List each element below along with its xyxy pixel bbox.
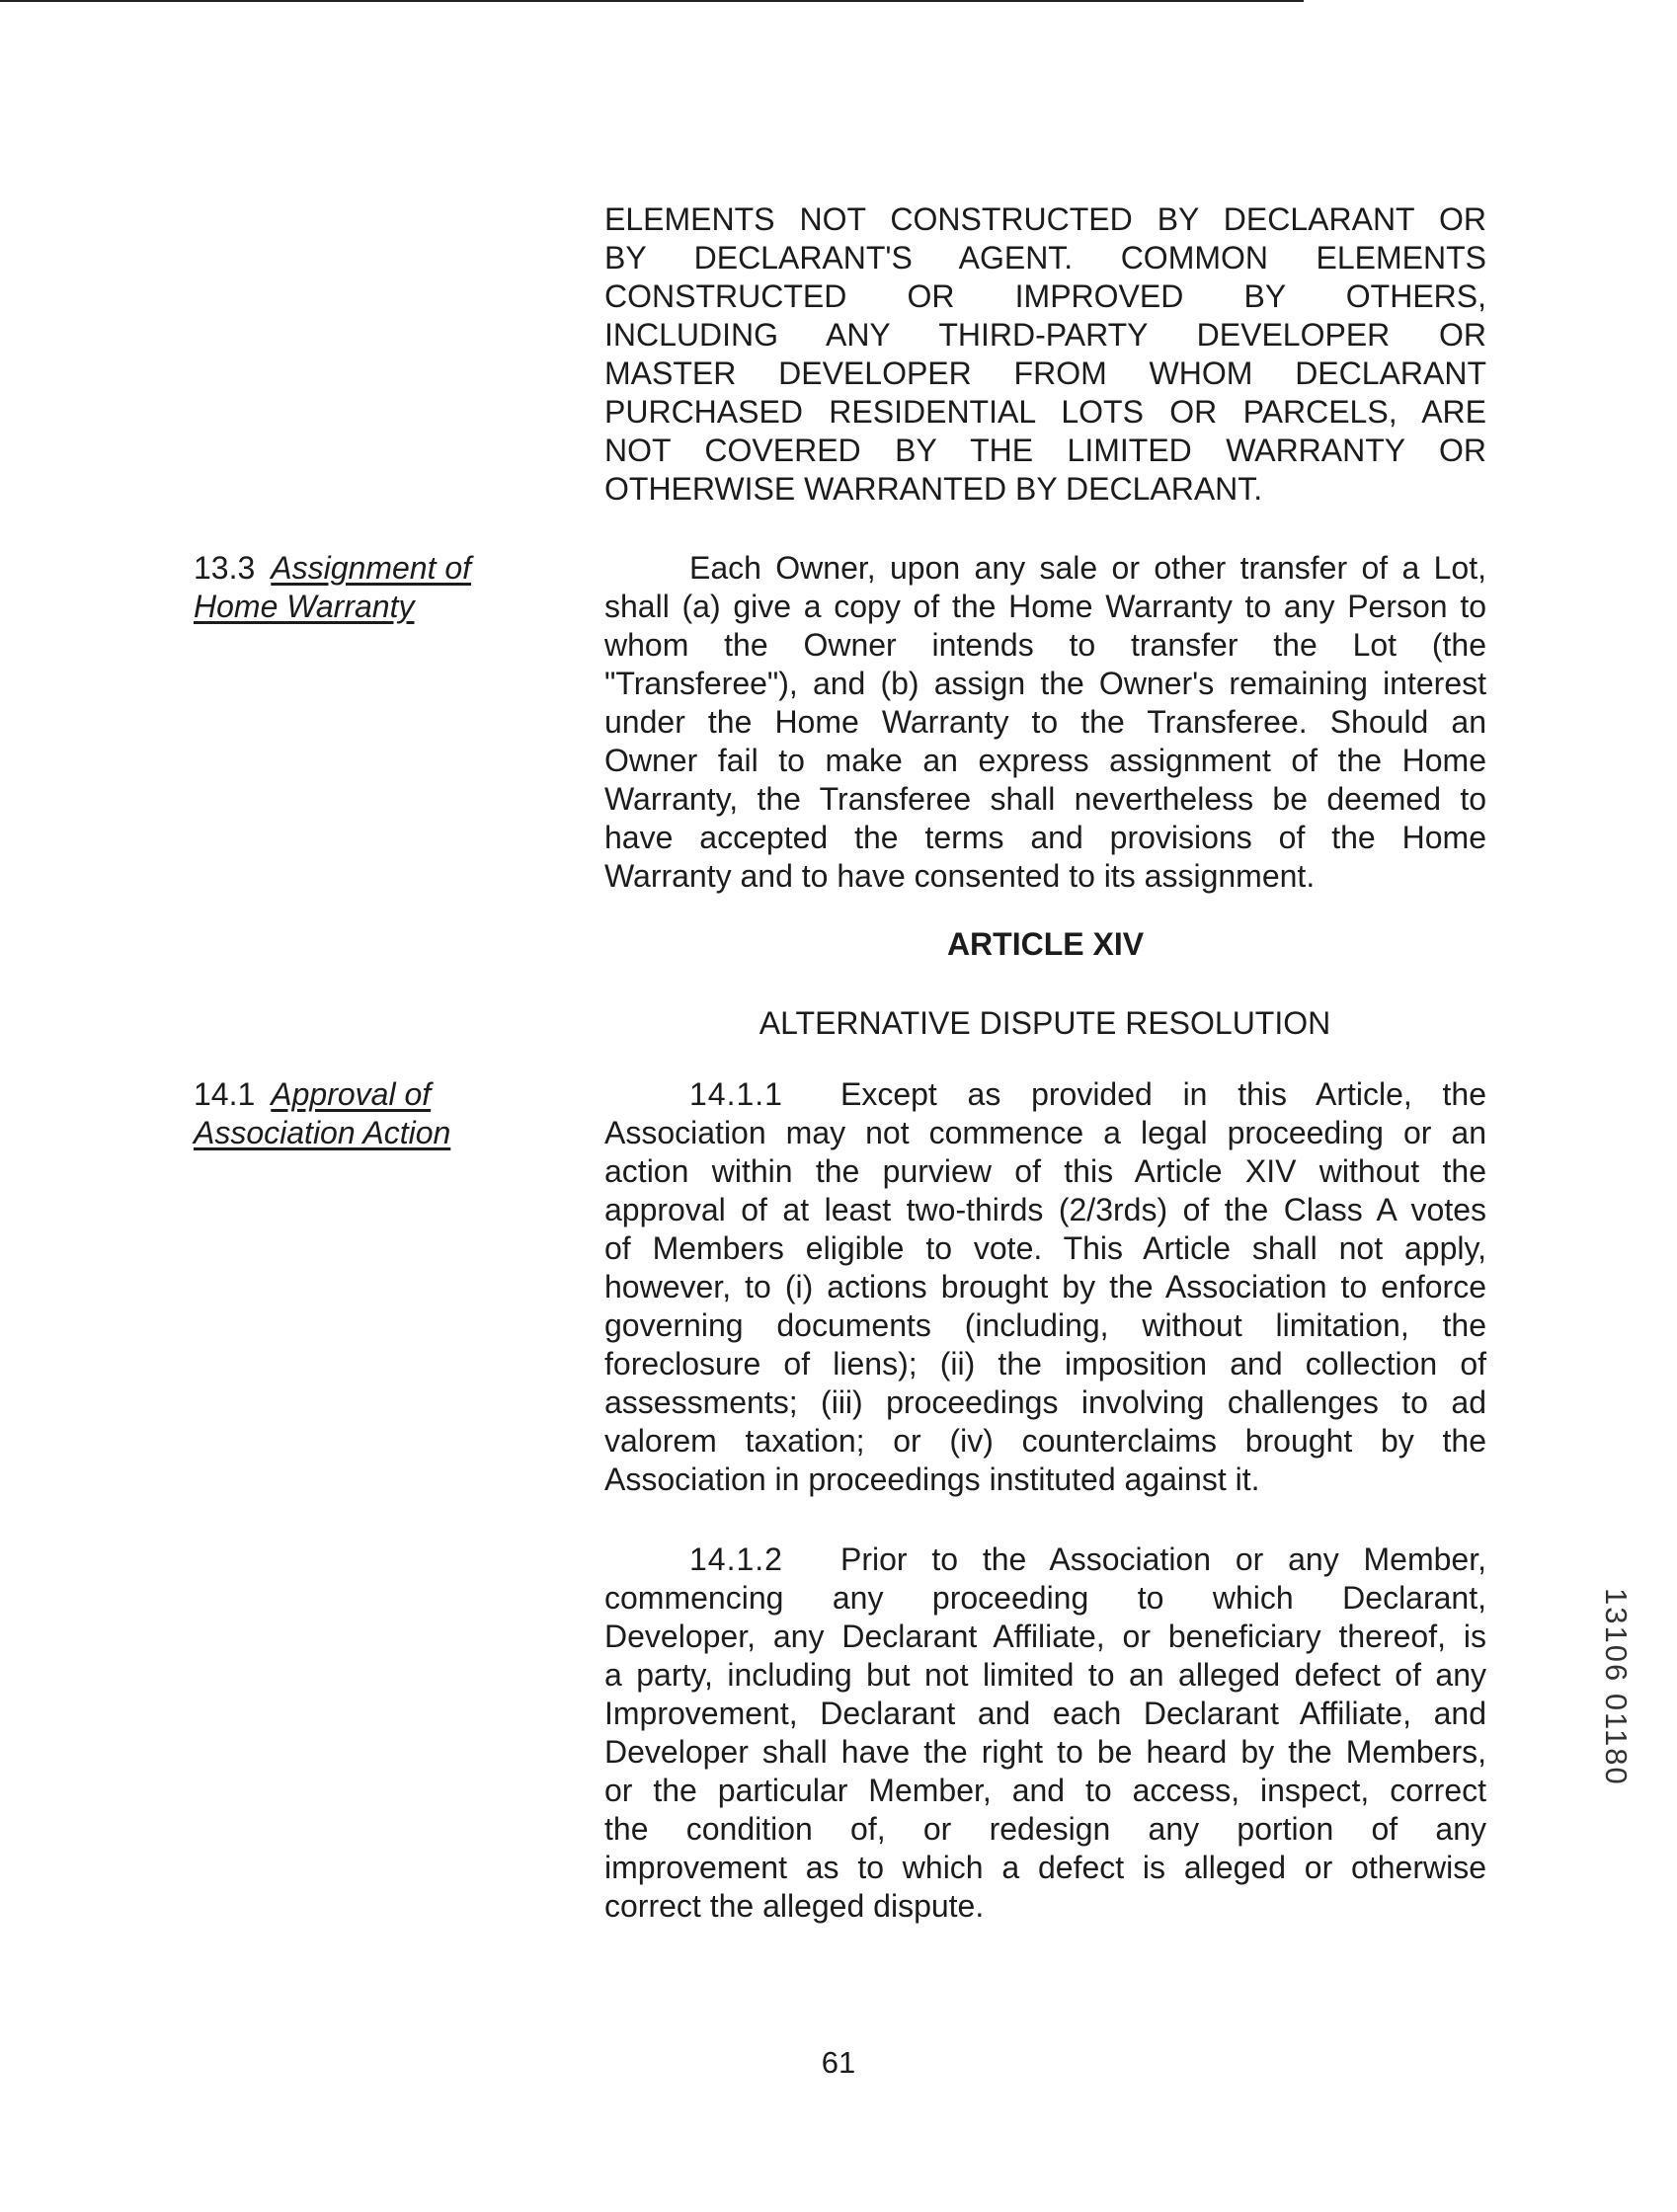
caps-line: ELEMENTS NOT CONSTRUCTED BY DECLARANT OR	[604, 201, 1486, 237]
body-line: shall (a) give a copy of the Home Warranty to any Person to	[604, 589, 1486, 624]
top-border-rule	[0, 0, 1304, 2]
body-line: assessments; (iii) proceedings involving challenges to ad	[604, 1384, 1486, 1420]
body-text: Prior to the Association or any Member,	[839, 1541, 1486, 1577]
section-13-3-body	[604, 549, 1486, 896]
body-line: improvement as to which a defect is alleged or otherwise	[604, 1850, 1486, 1885]
body-first-line	[604, 1075, 1486, 1114]
body-line: however, to (i) actions brought by the Association to enforce	[604, 1269, 1486, 1304]
caps-line: MASTER DEVELOPER FROM WHOM DECLARANT	[604, 356, 1486, 391]
body-line: commencing any proceeding to which Declarant,	[604, 1580, 1486, 1616]
subsection-number: 14.1.2	[689, 1541, 783, 1577]
body-line: whom the Owner intends to transfer the Lot (the	[604, 627, 1486, 663]
page-number: 61	[821, 2045, 856, 2080]
caps-line: INCLUDING ANY THIRD-PARTY DEVELOPER OR	[604, 317, 1486, 353]
caps-line: OTHERWISE WARRANTED BY DECLARANT.	[604, 471, 1263, 507]
body-line: "Transferee"), and (b) assign the Owner's remaining interest	[604, 666, 1486, 701]
body-line: valorem taxation; or (iv) counterclaims brought by the	[604, 1423, 1486, 1459]
body-line: under the Home Warranty to the Transferee. Should an	[604, 704, 1486, 740]
body-line: Each Owner, upon any sale or other transfer of a Lot,	[689, 550, 1486, 586]
caps-line: NOT COVERED BY THE LIMITED WARRANTY OR	[604, 433, 1486, 468]
body-line: governing documents (including, without limitation, the	[604, 1307, 1486, 1343]
body-line: Association in proceedings instituted against it.	[604, 1462, 1260, 1497]
section-14-1-heading	[194, 1075, 450, 1152]
caps-warranty-text	[604, 200, 1486, 509]
section-title: Association Action	[194, 1115, 451, 1150]
recording-stamp: 13106 01180	[1599, 1588, 1634, 1786]
body-line: Warranty and to have consented to its assignment.	[604, 858, 1316, 894]
section-14-1-2-body	[604, 1540, 1486, 1926]
article-title: ARTICLE XIV	[946, 926, 1145, 962]
section-title: Home Warranty	[194, 589, 415, 624]
caps-line: BY DECLARANT'S AGENT. COMMON ELEMENTS	[604, 240, 1486, 276]
body-line: Developer, any Declarant Affiliate, or beneficiary thereof, is	[604, 1619, 1486, 1654]
body-line: of Members eligible to vote. This Article shall not apply,	[604, 1230, 1486, 1266]
section-13-3-heading	[194, 549, 471, 626]
body-line: Owner fail to make an express assignment of the Home	[604, 743, 1486, 778]
body-line: or the particular Member, and to access, inspect, correct	[604, 1773, 1486, 1808]
body-line: approval of at least two-thirds (2/3rds) of the Class A votes	[604, 1192, 1486, 1227]
section-title: Assignment of	[271, 550, 472, 586]
subsection-number: 14.1.1	[689, 1076, 783, 1112]
body-line: Association may not commence a legal proceeding or an	[604, 1115, 1486, 1150]
body-line: foreclosure of liens); (ii) the imposition and collection of	[604, 1346, 1486, 1382]
body-line: Warranty, the Transferee shall nevertheless be deemed to	[604, 781, 1486, 817]
caps-line: CONSTRUCTED OR IMPROVED BY OTHERS,	[604, 278, 1486, 314]
body-line: the condition of, or redesign any portion of any	[604, 1811, 1486, 1847]
section-number: 13.3	[194, 550, 256, 586]
body-line: correct the alleged dispute.	[604, 1888, 985, 1924]
section-14-1-1-body	[604, 1075, 1486, 1499]
article-subtitle: ALTERNATIVE DISPUTE RESOLUTION	[759, 1005, 1331, 1041]
body-line: Developer shall have the right to be heard by the Members,	[604, 1734, 1486, 1770]
body-line: Improvement, Declarant and each Declarant Affiliate, and	[604, 1696, 1486, 1731]
section-number: 14.1	[194, 1076, 256, 1112]
body-first-line	[604, 1540, 1486, 1579]
section-title: Approval of	[271, 1076, 432, 1112]
body-line: have accepted the terms and provisions of the Home	[604, 820, 1486, 855]
caps-line: PURCHASED RESIDENTIAL LOTS OR PARCELS, ARE	[604, 394, 1486, 430]
body-text: Except as provided in this Article, the	[839, 1076, 1486, 1112]
body-line: a party, including but not limited to an alleged defect of any	[604, 1657, 1486, 1693]
body-line: action within the purview of this Article XIV without the	[604, 1153, 1486, 1189]
